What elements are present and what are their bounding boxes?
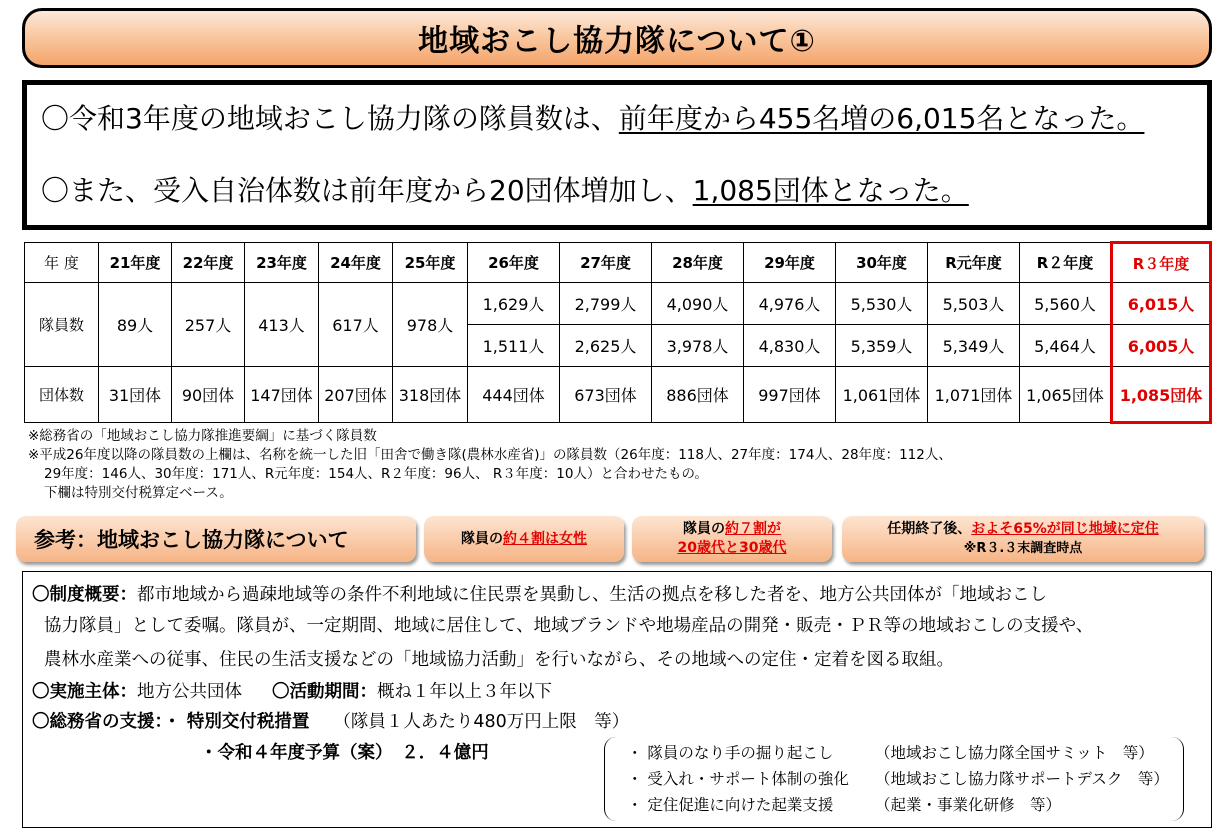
- pill-settlement: [842, 516, 1204, 562]
- table-cell: 1,629人: [468, 283, 560, 325]
- note-line: ※平成26年度以降の隊員数の上欄は、名称を統一した旧「田舎で働き隊(農林水産省)」の隊員数（26年度：118人、27年度：174人、28年度：112人、: [28, 447, 952, 463]
- support-label: 〇総務省の支援：: [32, 712, 164, 732]
- table-header-cell: R２年度: [1020, 243, 1112, 283]
- table-header-cell: 25年度: [393, 243, 468, 283]
- table-cell: 5,530人: [836, 283, 928, 325]
- table-notes: [28, 427, 952, 503]
- table-header-cell: 27年度: [560, 243, 652, 283]
- highlight-members-prefix: 〇令和3年度の地域おこし協力隊の隊員数は、: [41, 102, 619, 135]
- budget-item-note: （起業・事業化研修 等）: [875, 796, 1062, 814]
- budget-item: [627, 767, 1169, 789]
- highlight-line-groups: [41, 173, 1207, 209]
- pill-female-prefix: 隊員の: [461, 530, 503, 547]
- budget-item-label: ・ 隊員のなり手の掘り起こし: [627, 744, 834, 762]
- pill-age-line2: [678, 539, 787, 558]
- budget-item-note: （地域おこし協力隊全国サミット 等）: [875, 744, 1154, 762]
- table-cell: 1,071団体: [928, 367, 1020, 423]
- table-cell-r3: 6,005人: [1112, 325, 1211, 367]
- table-cell: 1,065団体: [1020, 367, 1112, 423]
- table-cell: 31団体: [99, 367, 172, 423]
- note-line: 29年度：146人、30年度：171人、R元年度：154人、R２年度：96人、 R３年度：10人）と合わせたもの。: [44, 466, 708, 482]
- pill-female-line: [461, 530, 587, 549]
- budget-item-label: ・ 定住促進に向けた起業支援: [627, 796, 834, 814]
- table-cell: 886団体: [652, 367, 744, 423]
- pill-age-prefix: 隊員の: [683, 521, 725, 537]
- pill-female-red: 約４割は女性: [503, 530, 587, 547]
- table-cell: 2,799人: [560, 283, 652, 325]
- table-cell: 3,978人: [652, 325, 744, 367]
- highlight-box: [22, 80, 1212, 230]
- table-header-cell: 年 度: [25, 243, 99, 283]
- table-header-cell-r3: R３年度: [1112, 243, 1211, 283]
- title-banner: [22, 8, 1212, 68]
- table-cell: 147団体: [245, 367, 319, 423]
- pill-age-line1: [683, 520, 781, 539]
- table-cell: 997団体: [744, 367, 836, 423]
- table-header-cell: 26年度: [468, 243, 560, 283]
- row-label-members: 隊員数: [25, 283, 99, 367]
- table-cell: 5,349人: [928, 325, 1020, 367]
- table-cell: 5,464人: [1020, 325, 1112, 367]
- overview-line3: 農林水産業への従事、住民の生活支援などの「地域協力活動」を行いながら、その地域への定住・定着を図る取組。: [44, 650, 954, 670]
- table-cell: 5,503人: [928, 283, 1020, 325]
- highlight-line-members: [41, 101, 1207, 137]
- entity-period-line: [32, 678, 552, 703]
- table-cell: 5,359人: [836, 325, 928, 367]
- budget-item: [627, 741, 1154, 763]
- period-value: 概ね１年以上３年以下: [377, 682, 552, 702]
- table-header-cell: 24年度: [319, 243, 393, 283]
- table-cell: 2,625人: [560, 325, 652, 367]
- budget-item-label: ・ 受入れ・サポート体制の強化: [627, 770, 849, 788]
- table-cell: 89人: [99, 283, 172, 367]
- table-cell-r3: 6,015人: [1112, 283, 1211, 325]
- budget-item-note: （地域おこし協力隊サポートデスク 等）: [875, 770, 1169, 788]
- pill-settlement-line: [887, 520, 1159, 539]
- highlight-groups-prefix: 〇また、受入自治体数は前年度から20団体増加し、: [41, 174, 693, 207]
- row-label-groups: 団体数: [25, 367, 99, 423]
- support-item1-note: （隊員１人あたり480万円上限 等）: [333, 712, 630, 732]
- table-header-cell: R元年度: [928, 243, 1020, 283]
- note-line: 下欄は特別交付税算定ベース。: [44, 485, 233, 501]
- pill-female-ratio: [424, 516, 624, 562]
- pill-settlement-red: およそ65%が同じ地域に定住: [971, 521, 1159, 537]
- table-header-cell: 29年度: [744, 243, 836, 283]
- table-header-cell: 23年度: [245, 243, 319, 283]
- overview-label: 〇制度概要：: [32, 585, 137, 605]
- budget-item: [627, 793, 1062, 815]
- table-cell: 413人: [245, 283, 319, 367]
- table-cell: 207団体: [319, 367, 393, 423]
- table-cell: 257人: [172, 283, 245, 367]
- table-cell: 1,511人: [468, 325, 560, 367]
- table-cell: 318団体: [393, 367, 468, 423]
- table-cell: 4,976人: [744, 283, 836, 325]
- highlight-groups-underlined: 1,085団体となった。: [692, 174, 969, 207]
- table-row-groups: [25, 367, 1211, 423]
- overview-text1: 都市地域から過疎地域等の条件不利地域に住民票を異動し、生活の拠点を移した者を、地方公共団体が「地域おこし: [137, 585, 1047, 605]
- support-item1: ・ 特別交付税措置: [163, 712, 310, 732]
- pill-age-ratio: [632, 516, 832, 562]
- support-item2: ・令和４年度予算（案） ２．４億円: [200, 743, 489, 763]
- table-header-row: [25, 243, 1211, 283]
- note-line: ※総務省の「地域おこし協力隊推進要綱」に基づく隊員数: [28, 428, 377, 444]
- table-header-cell: 30年度: [836, 243, 928, 283]
- pill-settlement-sub: ※R３.３末調査時点: [963, 541, 1083, 556]
- table-cell: 4,090人: [652, 283, 744, 325]
- table-row-members-upper: [25, 283, 1211, 325]
- highlight-members-underlined: 前年度から455名増の6,015名となった。: [618, 102, 1145, 135]
- support-line2: [200, 739, 489, 764]
- table-cell: 90団体: [172, 367, 245, 423]
- pill-age-red2: 20歳代と30歳代: [677, 540, 787, 556]
- entity-label: 〇実施主体：: [32, 682, 137, 702]
- budget-items-panel: [604, 737, 1184, 821]
- period-label: 〇活動期間：: [272, 682, 377, 702]
- table-cell: 444団体: [468, 367, 560, 423]
- table-header-cell: 28年度: [652, 243, 744, 283]
- pill-settlement-prefix: 任期終了後、: [887, 521, 972, 537]
- page-title: 地域おこし協力隊について①: [418, 24, 816, 59]
- stats-table: [24, 241, 1212, 424]
- table-header-cell: 22年度: [172, 243, 245, 283]
- table-cell: 673団体: [560, 367, 652, 423]
- reference-title: 参考：地域おこし協力隊について: [16, 516, 416, 562]
- table-header-cell: 21年度: [99, 243, 172, 283]
- table-cell: 5,560人: [1020, 283, 1112, 325]
- table-cell: 617人: [319, 283, 393, 367]
- table-cell: 4,830人: [744, 325, 836, 367]
- support-line1: [32, 708, 629, 733]
- table-cell: 1,061団体: [836, 367, 928, 423]
- pill-age-red1: 約７割が: [725, 521, 781, 537]
- entity-value: 地方公共団体: [137, 682, 242, 702]
- table-cell: 978人: [393, 283, 468, 367]
- overview-line2: 協力隊員」として委嘱。隊員が、一定期間、地域に居住して、地域ブランドや地場産品の開発・販売・ＰＲ等の地域おこしの支援や、: [44, 616, 1094, 636]
- overview-line1: [32, 581, 1047, 606]
- table-cell-r3: 1,085団体: [1112, 367, 1211, 423]
